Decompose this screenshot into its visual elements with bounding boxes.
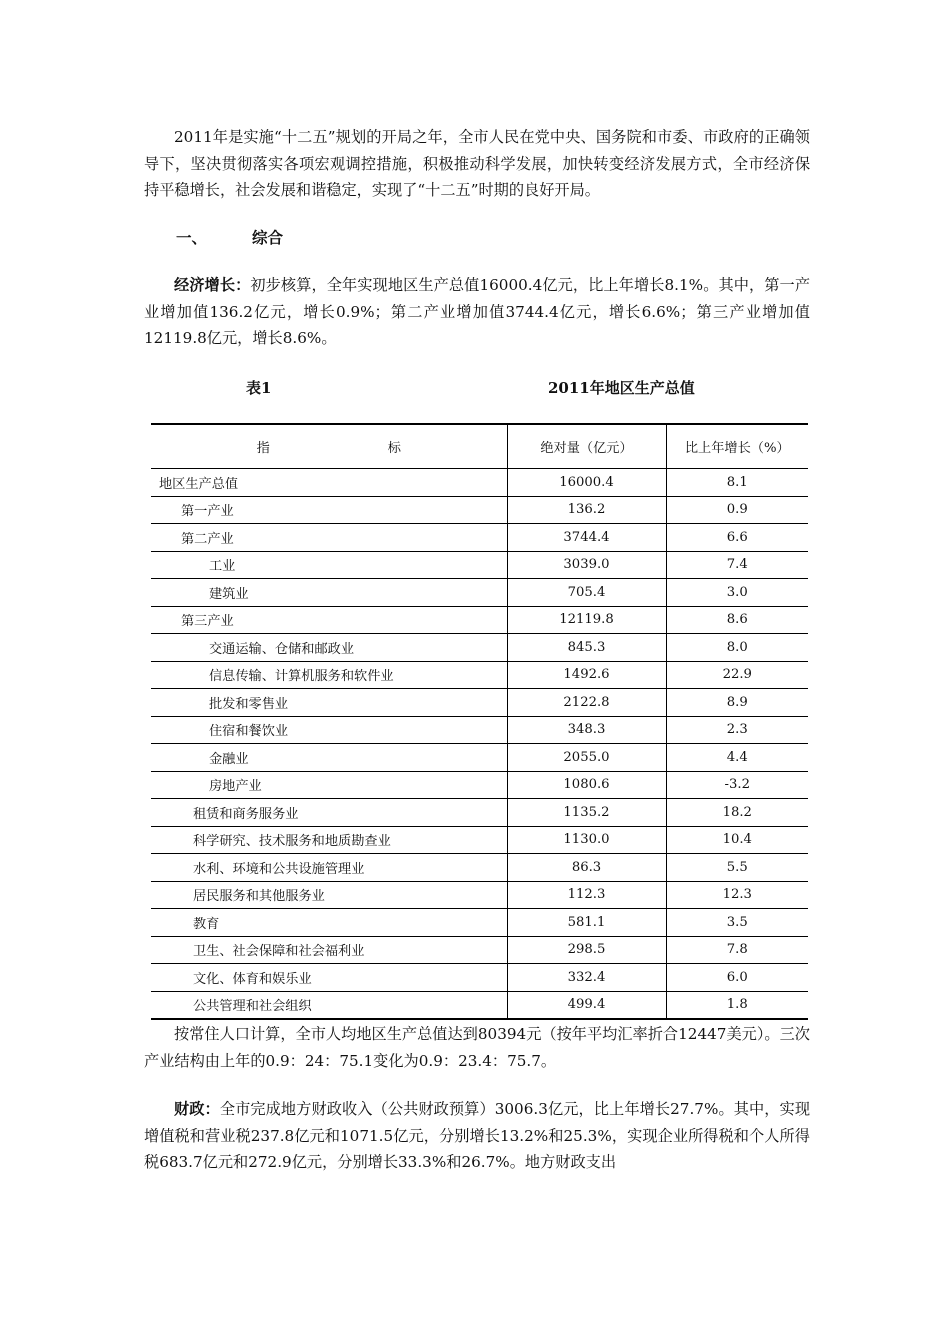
finance-text: 全市完成地方财政收入（公共财政预算）3006.3亿元，比上年增长27.7%。其中，实现增值税和营业税237.8亿元和1071.5亿元，分别增长13.2%和25.3%，实现企业所得税和个人所得税683.7亿元和272.9亿元，分别增长33.3%和26.7%。地方财政支出 [144,1100,811,1171]
table-title: 2011年地区生产总值 [548,379,695,397]
table-row [151,661,808,689]
row-indicator: 房地产业 [151,771,507,799]
table-row [151,881,808,909]
row-growth-rate: 2.3 [666,716,808,744]
row-growth-rate: 8.6 [666,606,808,634]
row-absolute-value: 499.4 [507,991,666,1019]
row-indicator: 水利、环境和公共设施管理业 [151,854,507,882]
row-growth-rate: 7.4 [666,551,808,579]
row-indicator: 居民服务和其他服务业 [151,881,507,909]
row-absolute-value: 1135.2 [507,799,666,827]
row-absolute-value: 16000.4 [507,469,666,497]
table-row [151,716,808,744]
row-absolute-value: 581.1 [507,909,666,937]
row-growth-rate: 3.0 [666,579,808,607]
table-row [151,496,808,524]
finance-paragraph [144,1096,810,1176]
table-row [151,909,808,937]
row-absolute-value: 136.2 [507,496,666,524]
gdp-table [151,423,808,1020]
row-indicator: 住宿和餐饮业 [151,716,507,744]
table-row [151,634,808,662]
row-absolute-value: 348.3 [507,716,666,744]
row-absolute-value: 2055.0 [507,744,666,772]
row-growth-rate: 6.6 [666,524,808,552]
table-row [151,744,808,772]
row-absolute-value: 86.3 [507,854,666,882]
row-indicator: 卫生、社会保障和社会福利业 [151,936,507,964]
row-growth-rate: 22.9 [666,661,808,689]
finance-label: 财政： [174,1100,220,1118]
row-indicator: 金融业 [151,744,507,772]
percapita-paragraph: 按常住人口计算，全市人均地区生产总值达到80394元（按年平均汇率折合12447美元）。三次产业结构由上年的0.9：24：75.1变化为0.9：23.4：75.7。 [144,1025,810,1070]
row-absolute-value: 1080.6 [507,771,666,799]
row-growth-rate: 0.9 [666,496,808,524]
row-indicator: 地区生产总值 [151,469,507,497]
row-growth-rate: 1.8 [666,991,808,1019]
table-row [151,524,808,552]
section-heading [176,226,283,248]
row-absolute-value: 705.4 [507,579,666,607]
table-row [151,579,808,607]
table-body [151,469,808,1020]
section-number: 一、 [176,228,208,247]
table-label: 表1 [246,379,272,397]
header-absolute: 绝对量（亿元） [507,424,666,469]
row-indicator: 第三产业 [151,606,507,634]
table-row [151,469,808,497]
row-growth-rate: 12.3 [666,881,808,909]
growth-paragraph [144,272,810,352]
table-row [151,936,808,964]
row-growth-rate: 18.2 [666,799,808,827]
row-absolute-value: 332.4 [507,964,666,992]
row-absolute-value: 1492.6 [507,661,666,689]
row-indicator: 公共管理和社会组织 [151,991,507,1019]
row-absolute-value: 1130.0 [507,826,666,854]
row-absolute-value: 3039.0 [507,551,666,579]
table-row [151,826,808,854]
row-growth-rate: 6.0 [666,964,808,992]
row-absolute-value: 12119.8 [507,606,666,634]
table-row [151,606,808,634]
table-row [151,854,808,882]
row-growth-rate: -3.2 [666,771,808,799]
row-absolute-value: 112.3 [507,881,666,909]
row-absolute-value: 298.5 [507,936,666,964]
table-row [151,991,808,1019]
intro-paragraph: 2011年是实施“十二五”规划的开局之年，全市人民在党中央、国务院和市委、市政府的正确领导下，坚决贯彻落实各项宏观调控措施，积极推动科学发展，加快转变经济发展方式，全市经济保持平稳增长，社会发展和谐稳定，实现了“十二五”时期的良好开局。 [144,128,810,199]
table-row [151,551,808,579]
table-header-row [151,424,808,469]
row-growth-rate: 8.1 [666,469,808,497]
header-indicator [151,424,507,469]
row-indicator: 批发和零售业 [151,689,507,717]
growth-text: 初步核算，全年实现地区生产总值16000.4亿元，比上年增长8.1%。其中，第一产业增加值136.2亿元，增长0.9%；第二产业增加值3744.4亿元，增长6.6%；第三产业增加值12119.8亿元，增长8.6%。 [144,276,811,347]
row-growth-rate: 7.8 [666,936,808,964]
row-growth-rate: 3.5 [666,909,808,937]
table-row [151,799,808,827]
row-indicator: 科学研究、技术服务和地质勘查业 [151,826,507,854]
row-indicator: 信息传输、计算机服务和软件业 [151,661,507,689]
row-growth-rate: 10.4 [666,826,808,854]
table-row [151,689,808,717]
row-growth-rate: 5.5 [666,854,808,882]
row-absolute-value: 845.3 [507,634,666,662]
row-indicator: 租赁和商务服务业 [151,799,507,827]
header-indicator-a: 指 [256,441,270,456]
header-indicator-b: 标 [387,441,401,456]
row-growth-rate: 4.4 [666,744,808,772]
row-growth-rate: 8.0 [666,634,808,662]
section-title: 综合 [252,228,284,247]
row-indicator: 建筑业 [151,579,507,607]
table-row [151,771,808,799]
row-indicator: 工业 [151,551,507,579]
row-growth-rate: 8.9 [666,689,808,717]
row-indicator: 第二产业 [151,524,507,552]
growth-label: 经济增长： [174,276,251,294]
row-absolute-value: 3744.4 [507,524,666,552]
row-absolute-value: 2122.8 [507,689,666,717]
table-row [151,964,808,992]
header-growth: 比上年增长（%） [666,424,808,469]
row-indicator: 第一产业 [151,496,507,524]
row-indicator: 交通运输、仓储和邮政业 [151,634,507,662]
row-indicator: 文化、体育和娱乐业 [151,964,507,992]
row-indicator: 教育 [151,909,507,937]
